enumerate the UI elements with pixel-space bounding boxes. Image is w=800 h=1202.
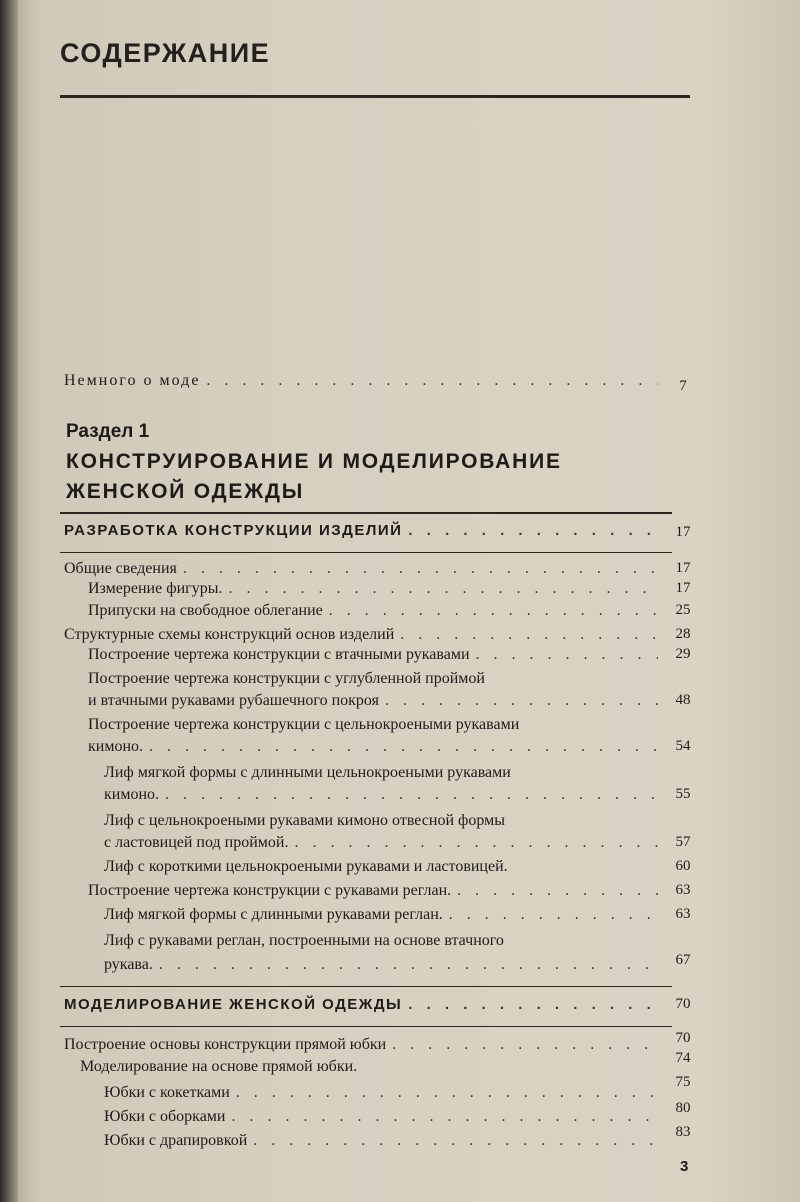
leader-dots <box>385 692 658 710</box>
toc-page-number: 70 <box>675 1030 691 1046</box>
toc-entry[interactable] <box>88 738 664 756</box>
leader-dots <box>408 522 658 540</box>
page-title: СОДЕРЖАНИЕ <box>60 38 271 68</box>
toc-page-number: 63 <box>675 906 691 922</box>
toc-page-number: 48 <box>675 692 691 708</box>
toc-entry-text: Лиф мягкой формы с длинными рукавами реглан. <box>104 906 443 923</box>
toc-entry-text[interactable]: Лиф с рукавами реглан, построенными на основе втачного <box>104 932 504 949</box>
toc-entry-text: Структурные схемы конструкций основ изделий <box>64 626 395 643</box>
toc-page-number: 17 <box>675 560 691 576</box>
toc-entry-text: Лиф с короткими цельнокроеными рукавами и ластовицей. <box>104 858 508 875</box>
leader-dots <box>183 560 658 578</box>
leader-dots <box>236 1084 658 1102</box>
section-divider <box>60 512 672 514</box>
part-divider <box>60 986 672 987</box>
toc-page-number: 74 <box>675 1050 691 1066</box>
toc-entry-text[interactable]: Построение чертежа конструкции с цельнокроеными рукавами <box>88 716 520 733</box>
toc-entry-text: и втачными рукавами рубашечного покроя <box>88 692 379 709</box>
toc-entry[interactable] <box>88 692 664 710</box>
toc-entry-text: Построение чертежа конструкции с втачными рукавами <box>88 646 470 663</box>
toc-entry[interactable] <box>64 560 664 578</box>
toc-entry[interactable] <box>104 1108 664 1126</box>
leader-dots <box>449 906 658 924</box>
toc-entry-text[interactable]: Лиф мягкой формы с длинными цельнокроеными рукавами <box>104 764 511 781</box>
toc-entry[interactable] <box>88 580 664 598</box>
leader-dots <box>206 372 658 390</box>
toc-entry[interactable] <box>104 834 664 852</box>
toc-entry-text[interactable]: Построение чертежа конструкции с углубленной проймой <box>88 670 485 687</box>
toc-entry-intro[interactable] <box>64 372 664 390</box>
toc-entry[interactable] <box>80 1058 664 1076</box>
toc-entry-text: Общие сведения <box>64 560 177 577</box>
page-number: 3 <box>680 1158 689 1175</box>
toc-entry[interactable] <box>88 882 664 900</box>
toc-entry-text: Юбки с драпировкой <box>104 1132 248 1149</box>
leader-dots <box>231 1108 658 1126</box>
toc-entry-text: Построение чертежа конструкции с рукавами реглан. <box>88 882 452 899</box>
toc-part-heading[interactable] <box>64 996 664 1014</box>
part-divider <box>60 552 672 553</box>
part-divider <box>60 1026 672 1027</box>
toc-entry-text: с ластовицей под проймой. <box>104 834 289 851</box>
toc-page-number: 54 <box>675 738 691 754</box>
section-title-line2: ЖЕНСКОЙ ОДЕЖДЫ <box>66 480 305 503</box>
toc-entry[interactable] <box>104 786 664 804</box>
leader-dots <box>165 786 658 804</box>
leader-dots <box>457 882 658 900</box>
toc-entry-text: кимоно. <box>88 738 144 755</box>
toc-entry-text: Припуски на свободное облегание <box>88 602 323 619</box>
toc-entry[interactable] <box>104 956 664 974</box>
toc-entry[interactable] <box>88 602 664 620</box>
toc-page-number: 60 <box>675 858 691 874</box>
leader-dots <box>392 1036 658 1054</box>
toc-page-number: 70 <box>675 996 691 1012</box>
toc-page-number: 29 <box>675 646 691 662</box>
toc-entry-text: кимоно. <box>104 786 160 803</box>
toc-part-text: МОДЕЛИРОВАНИЕ ЖЕНСКОЙ ОДЕЖДЫ <box>64 996 403 1013</box>
toc-page-number: 17 <box>675 524 691 540</box>
toc-page-number: 28 <box>675 626 691 642</box>
leader-dots <box>149 738 658 756</box>
toc-entry-text[interactable]: Лиф с цельнокроеными рукавами кимоно отвесной формы <box>104 812 506 829</box>
toc-page-number: 75 <box>675 1074 691 1090</box>
title-divider <box>60 95 690 98</box>
toc-page-number: 25 <box>675 602 691 618</box>
leader-dots <box>408 996 658 1014</box>
toc-entry-text: Немного о моде <box>64 372 201 389</box>
leader-dots <box>476 646 658 664</box>
leader-dots <box>400 626 658 644</box>
toc-page-number: 63 <box>675 882 691 898</box>
toc-page-number: 83 <box>675 1124 691 1140</box>
toc-entry[interactable] <box>104 1084 664 1102</box>
toc-entry[interactable] <box>104 858 664 876</box>
toc-page-number: 67 <box>675 952 691 968</box>
section-label: Раздел 1 <box>66 421 150 442</box>
toc-entry-text: рукава. <box>104 956 153 973</box>
toc-page-number: 55 <box>675 786 691 802</box>
toc-entry[interactable] <box>64 1036 664 1054</box>
toc-entry[interactable] <box>64 626 664 644</box>
toc-entry-text: Юбки с кокетками <box>104 1084 230 1101</box>
toc-page-number: 17 <box>675 580 691 596</box>
toc-entry[interactable] <box>104 1132 664 1150</box>
section-title-line1: КОНСТРУИРОВАНИЕ И МОДЕЛИРОВАНИЕ <box>66 450 562 473</box>
book-binding <box>0 0 18 1202</box>
toc-entry-text: Измерение фигуры. <box>88 580 223 597</box>
toc-page-number: 80 <box>675 1100 691 1116</box>
leader-dots <box>329 602 658 620</box>
toc-entry[interactable] <box>104 906 664 924</box>
toc-part-text: РАЗРАБОТКА КОНСТРУКЦИИ ИЗДЕЛИЙ <box>64 522 403 539</box>
toc-entry[interactable] <box>88 646 664 664</box>
leader-dots <box>294 834 658 852</box>
toc-part-heading[interactable] <box>64 522 664 540</box>
leader-dots <box>253 1132 658 1150</box>
toc-page-number: 57 <box>675 834 691 850</box>
toc-entry-text: Юбки с оборками <box>104 1108 226 1125</box>
toc-entry-text: Моделирование на основе прямой юбки. <box>80 1058 358 1075</box>
leader-dots <box>228 580 658 598</box>
toc-page-number: 7 <box>679 378 687 394</box>
leader-dots <box>159 956 658 974</box>
toc-entry-text: Построение основы конструкции прямой юбки <box>64 1036 387 1053</box>
